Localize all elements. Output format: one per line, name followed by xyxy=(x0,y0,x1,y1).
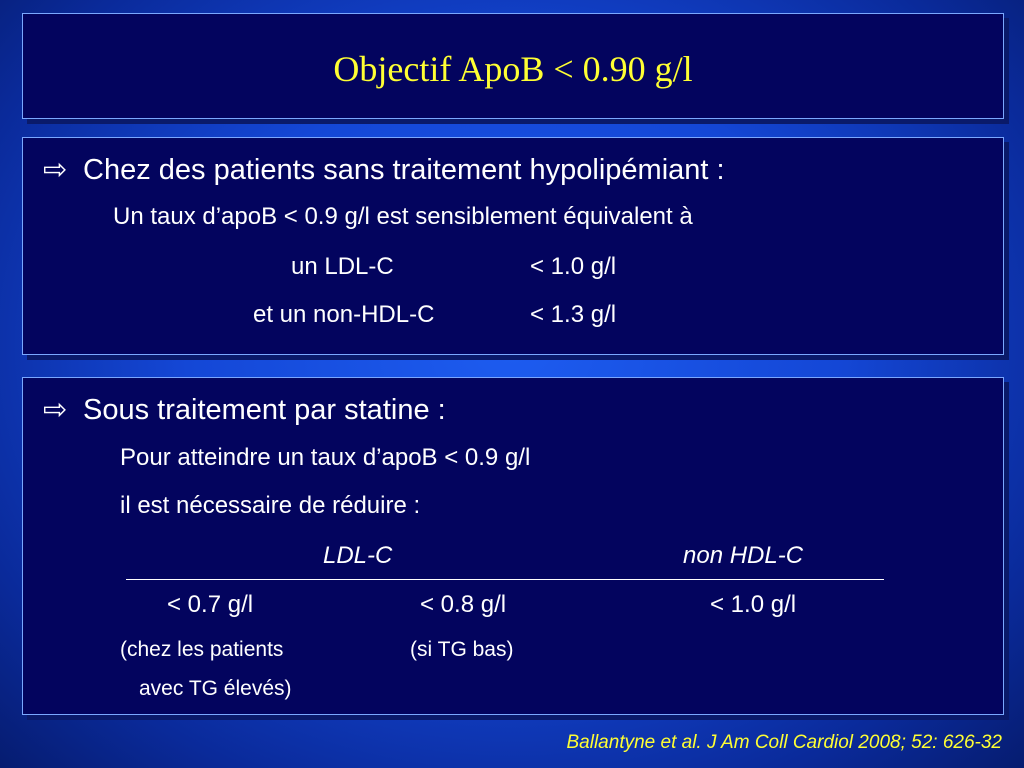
table-divider xyxy=(126,579,884,580)
slide-title: Objectif ApoB < 0.90 g/l xyxy=(333,49,693,89)
non-hdl-label: et un non-HDL-C xyxy=(253,301,435,328)
section-heading xyxy=(43,392,446,427)
arrow-bullet-icon: ⇨ xyxy=(43,394,68,426)
non-hdl-value: < 1.0 g/l xyxy=(710,591,797,618)
column-non-hdl: non HDL-C xyxy=(683,542,804,569)
heading-text: Chez des patients sans traitement hypolipémiant : xyxy=(83,154,725,186)
section-statin xyxy=(22,377,1004,715)
note-high-tg-line2: avec TG élevés) xyxy=(139,677,292,700)
non-hdl-threshold: < 1.3 g/l xyxy=(530,301,617,328)
target-text: Pour atteindre un taux d’apoB < 0.9 g/l xyxy=(120,444,531,471)
section-no-treatment xyxy=(22,137,1004,355)
citation: Ballantyne et al. J Am Coll Cardiol 2008; 52: 626-32 xyxy=(566,732,1002,753)
arrow-bullet-icon: ⇨ xyxy=(43,154,68,186)
note-low-tg: (si TG bas) xyxy=(410,638,514,661)
ldl-threshold: < 1.0 g/l xyxy=(530,253,617,280)
ldl-low-tg-value: < 0.8 g/l xyxy=(420,591,507,618)
note-high-tg-line1: (chez les patients xyxy=(120,638,284,661)
ldl-high-tg-value: < 0.7 g/l xyxy=(167,591,254,618)
section-heading xyxy=(43,152,725,187)
heading-text: Sous traitement par statine : xyxy=(83,394,446,426)
ldl-label: un LDL-C xyxy=(291,253,394,280)
reduce-text: il est nécessaire de réduire : xyxy=(120,492,421,519)
equivalence-text: Un taux d’apoB < 0.9 g/l est sensiblement équivalent à xyxy=(113,203,693,230)
column-ldl: LDL-C xyxy=(323,542,393,569)
title-panel xyxy=(22,13,1004,119)
